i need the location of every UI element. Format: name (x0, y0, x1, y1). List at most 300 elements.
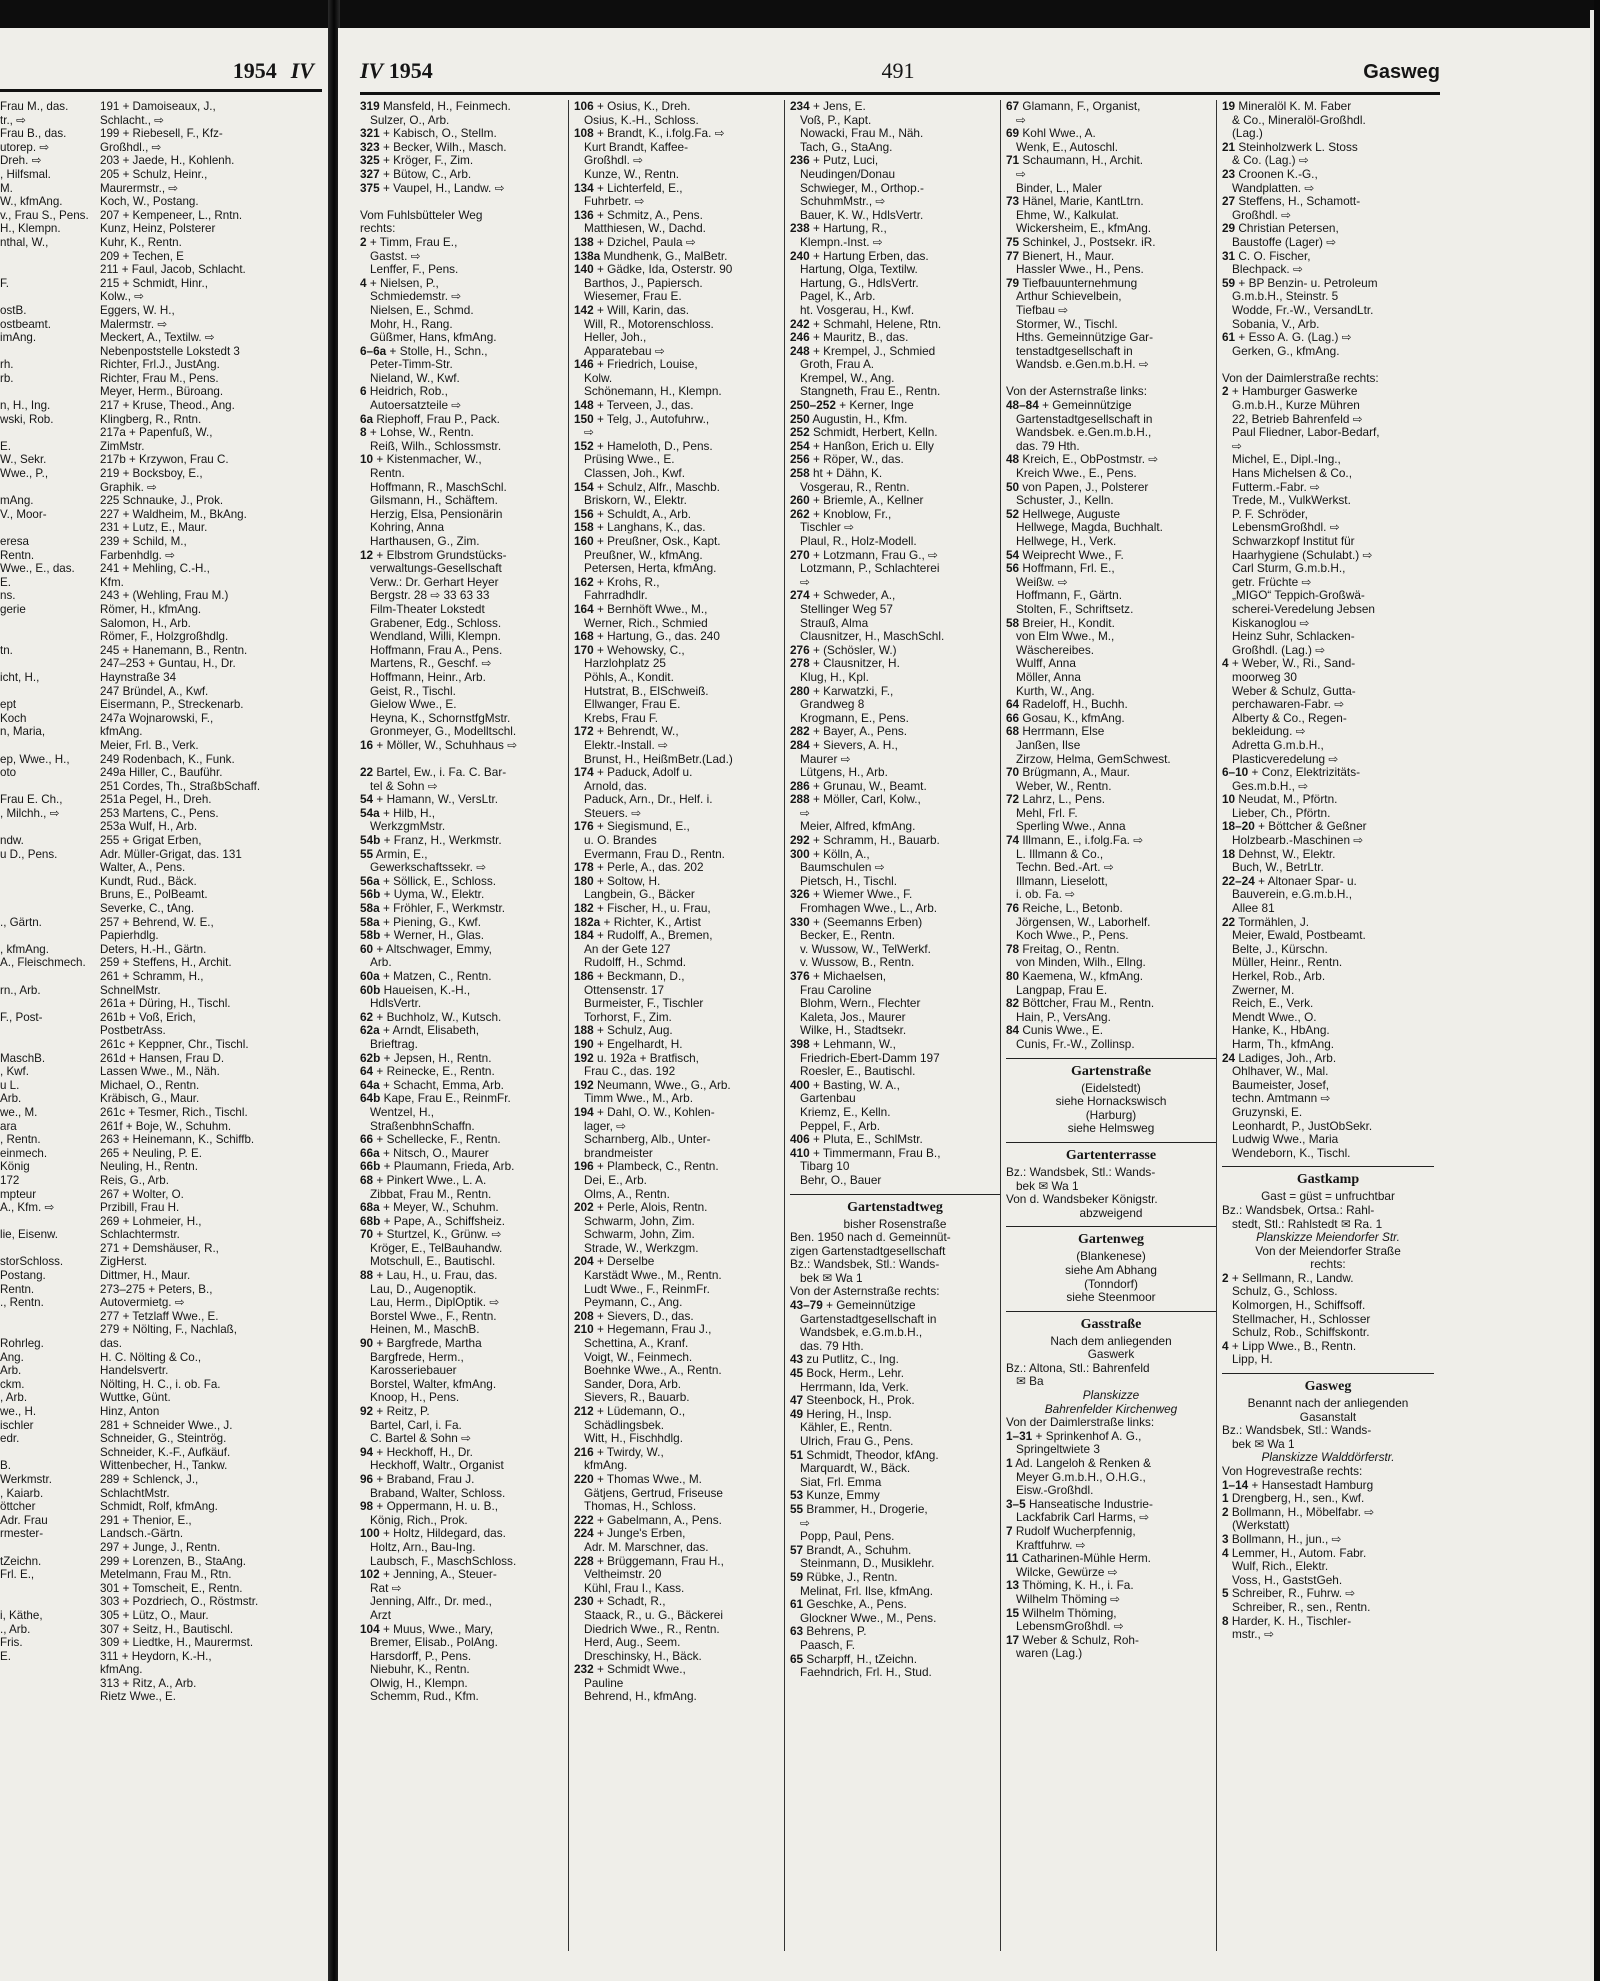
directory-entry: Jörgensen, W., Laborhelf. (1016, 915, 1151, 929)
directory-entry: tenstadtgesellschaft in (1016, 344, 1133, 358)
entry-fragment: ., Rentn. (0, 1296, 44, 1310)
directory-entry: 58b + Werner, H., Glas. (360, 929, 485, 943)
directory-entry: Pietsch, H., Tischl. (800, 874, 898, 888)
directory-entry (0, 494, 320, 508)
entry-fragment: Arb. (0, 1092, 22, 1106)
directory-entry: Hellwege, Magda, Buchhalt. (1016, 521, 1163, 535)
house-number: 278 (790, 657, 810, 671)
directory-entry: Güßmer, Hans, kfmAng. (370, 331, 497, 345)
directory-entry: Bz.: Wandsbek, Stl.: Wands- (1006, 1165, 1156, 1179)
directory-entry: 4 + Weber, W., Ri., Sand- (1222, 657, 1356, 671)
house-number: 90 (360, 1337, 374, 1351)
directory-entry: 254 + Hanßon, Erich u. Elly (790, 439, 934, 453)
directory-entry (0, 997, 320, 1011)
house-number: 69 (1006, 127, 1020, 141)
entry-fragment: Rentn. (0, 1282, 35, 1296)
directory-entry (0, 888, 320, 902)
directory-entry: 71 Schaumann, H., Archit. (1006, 154, 1144, 168)
entry-text: Römer, F., Holzgroßhdlg. (100, 630, 229, 644)
directory-entry: 59 Rübke, J., Rentn. (790, 1570, 898, 1584)
directory-entry: Barthos, J., Papiersch. (584, 276, 703, 290)
directory-entry (0, 100, 320, 114)
directory-entry: Wendeborn, K., Tischl. (1232, 1146, 1351, 1160)
directory-entry: 66 Gosau, K., kfmAng. (1006, 711, 1125, 725)
directory-entry: Wäschereibes. (1016, 643, 1095, 657)
directory-entry: 7 Rudolf Wucherpfennig, (1006, 1525, 1136, 1538)
entry-fragment: gerie (0, 602, 26, 616)
directory-entry: Pagel, K., Arb. (800, 290, 876, 304)
entry-fragment: Rentn. (0, 548, 35, 562)
house-number: 242 (790, 317, 810, 331)
directory-entry: Alberty & Co., Regen- (1232, 711, 1347, 725)
house-number: 47 (790, 1394, 804, 1408)
directory-entry: ⇨ (1232, 439, 1242, 453)
directory-entry: Cunis, Fr.-W., Zollinsp. (1016, 1037, 1135, 1051)
directory-entry: 17 Weber & Schulz, Roh- (1006, 1633, 1139, 1647)
directory-entry: Adretta G.m.b.H., (1232, 738, 1324, 752)
entry-text: Klingberg, R., Rntn. (100, 412, 202, 426)
street-note: Benannt nach der anliegenden (1247, 1397, 1409, 1411)
directory-entry (0, 725, 320, 739)
directory-entry: Arb. (370, 956, 392, 970)
entry-fragment: , Kaiarb. (0, 1486, 44, 1500)
entry-text: 257 + Behrend, W. E., (100, 915, 214, 929)
house-number: 68b (360, 1214, 381, 1228)
house-number: 64 (1006, 698, 1020, 712)
directory-entry: 51 Schmidt, Theodor, kfAng. (790, 1448, 939, 1462)
directory-entry: Tibarg 10 (800, 1160, 850, 1174)
directory-entry: 53 Kunze, Emmy (790, 1489, 880, 1503)
entry-text: Schlacht., ⇨ (100, 113, 164, 127)
directory-entry: Bz.: Wandsbek, Stl.: Wands- (1222, 1424, 1372, 1438)
house-number: 84 (1006, 1024, 1020, 1038)
entry-text: 269 + Lohmeier, H., (100, 1214, 202, 1228)
directory-entry: Bz.: Wandsbek, Stl.: Wands- (790, 1258, 940, 1272)
directory-entry: Kiskanoglou ⇨ (1232, 616, 1310, 630)
entry-text: ZimMstr. (100, 439, 145, 453)
entry-text: 305 + Lütz, O., Maur. (100, 1608, 209, 1622)
directory-entry: 60b Haueisen, K.-H., (360, 983, 471, 997)
directory-entry: getr. Früchte ⇨ (1232, 575, 1312, 589)
entry-text: 273–275 + Peters, B., (100, 1282, 213, 1296)
directory-entry: 55 Brammer, H., Drogerie, (790, 1502, 928, 1516)
entry-text: 261 + Schramm, H., (100, 970, 204, 983)
entry-text: 289 + Schlenck, J., (100, 1472, 199, 1486)
directory-entry: 77 Bienert, H., Maur. (1006, 249, 1115, 263)
directory-entry: Holtz, Arn., Bau-Ing. (370, 1540, 476, 1554)
directory-entry: Wilke, H., Stadtsekr. (800, 1024, 907, 1038)
directory-entry: Bergstr. 28 ⇨ 33 63 33 (370, 589, 490, 603)
directory-entry: Matthiesen, W., Dachd. (584, 222, 706, 236)
directory-entry (0, 943, 320, 957)
street-name-heading: Gasstraße (1006, 1311, 1216, 1333)
house-number: 18 (1222, 847, 1236, 861)
directory-entry: 18 Dehnst, W., Elektr. (1222, 847, 1336, 861)
directory-entry: Schwieger, M., Orthop.- (800, 181, 924, 195)
street-note: bisher Rosenstraße (843, 1217, 947, 1231)
house-number: 192 (574, 1078, 594, 1092)
directory-entry: Wickersheim, E., kfmAng. (1016, 222, 1152, 236)
directory-entry: Rentn. (370, 467, 405, 481)
street-note: Von der Meiendorfer Straße (1255, 1244, 1401, 1258)
directory-entry: 150 + Telg, J., Autofuhrw., (574, 412, 710, 426)
directory-entry: Veltheimstr. 20 (584, 1568, 662, 1582)
directory-entry: Ges.m.b.H., ⇨ (1232, 779, 1309, 793)
directory-entry: 8 Harder, K. H., Tischler- (1222, 1614, 1352, 1628)
directory-entry: Großhdl. (Lag.) ⇨ (1232, 643, 1326, 657)
directory-entry (0, 222, 320, 236)
entry-text: Adr. Müller-Grigat, das. 131 (100, 847, 242, 861)
directory-entry: lager, ⇨ (584, 1119, 627, 1133)
directory-entry: kfmAng. (584, 1459, 628, 1473)
directory-entry: Tischler ⇨ (800, 521, 855, 535)
entry-text: 263 + Heinemann, K., Schiffb. (100, 1133, 255, 1147)
house-number: 4 (1222, 1546, 1229, 1560)
entry-fragment: u D., Pens. (0, 847, 58, 861)
house-number: 146 (574, 358, 594, 372)
directory-entry (0, 413, 320, 427)
entry-text: 255 + Grigat Erben, (100, 834, 202, 848)
directory-entry: Kreich Wwe., E., Pens. (1016, 467, 1137, 481)
directory-entry: 64a + Schacht, Emma, Arb. (360, 1078, 504, 1092)
directory-entry: Kunze, W., Rentn. (584, 167, 680, 181)
directory-entry (0, 1065, 320, 1079)
directory-entry: 184 + Rudolff, A., Bremen, (574, 929, 713, 943)
directory-entry: 22, Betrieb Bahrenfeld ⇨ (1232, 412, 1363, 426)
directory-entry: 4 + Nielsen, P., (360, 276, 439, 290)
directory-entry: von Elm Wwe., M., (1016, 630, 1115, 644)
directory-entry: Wilcke, Gewürze ⇨ (1016, 1565, 1118, 1579)
entry-text: kfmAng. (100, 1663, 143, 1677)
entry-text: Farbenhdlg. ⇨ (100, 548, 175, 562)
directory-entry: techn. Amtmann ⇨ (1232, 1092, 1331, 1106)
directory-entry: 78 Freitag, O., Rentn. (1006, 942, 1120, 956)
entry-fragment: Wwe., P., (0, 467, 49, 481)
directory-entry (0, 576, 320, 590)
directory-entry: Schuster, J., Kelln. (1016, 494, 1114, 508)
entry-fragment: ndw. (0, 834, 24, 848)
directory-entry (0, 1038, 320, 1052)
house-number: 178 (574, 861, 594, 875)
house-number: 45 (790, 1367, 804, 1381)
entry-fragment: MaschB. (0, 1051, 46, 1065)
directory-entry: 274 + Schweder, A., (790, 589, 896, 603)
entry-text: 215 + Schmidt, Hinr., (100, 276, 208, 290)
directory-entry: Plasticveredelung ⇨ (1232, 752, 1339, 766)
directory-entry: P. F. Schröder, (1232, 507, 1308, 521)
entry-fragment: W., kfmAng. (0, 195, 63, 209)
directory-entry: Lütgens, H., Arb. (800, 766, 888, 780)
directory-entry: Ellwanger, Frau E. (584, 698, 681, 712)
directory-entry: Wulff, Anna (1016, 657, 1076, 671)
entry-text: Deters, H.-H., Gärtn. (100, 942, 207, 956)
directory-entry: Stolten, F., Schriftsetz. (1016, 602, 1134, 616)
directory-entry (0, 508, 320, 522)
directory-entry (0, 1079, 320, 1093)
directory-entry (0, 1609, 320, 1623)
entry-text: Meier, Frl. B., Verk. (100, 738, 199, 752)
directory-entry: Janßen, Ilse (1016, 738, 1081, 752)
house-number: 70 (1006, 766, 1020, 780)
house-number: 75 (1006, 235, 1020, 249)
directory-entry: 260 + Briemle, A., Kellner (790, 494, 924, 508)
directory-entry: 60a + Matzen, C., Rentn. (360, 970, 492, 983)
directory-entry: 242 + Schmahl, Helene, Rtn. (790, 317, 942, 331)
directory-entry: Herrmann, Ida, Verk. (800, 1380, 909, 1394)
directory-entry: Thomas, H., Schloss. (584, 1500, 697, 1514)
entry-text: 217 + Kruse, Theod., Ang. (100, 399, 235, 413)
directory-entry: Schädlingsbek. (584, 1418, 665, 1432)
directory-entry: Roesler, E., Bautischl. (800, 1065, 916, 1079)
directory-entry: 21 Steinholzwerk L. Stoss (1222, 140, 1358, 154)
directory-entry: Langbein, G., Bäcker (584, 888, 695, 902)
entry-fragment: B. (0, 1459, 11, 1473)
directory-entry: Gartenbau (800, 1092, 856, 1106)
house-number: 49 (790, 1407, 804, 1421)
entry-fragment: ., Gärtn. (0, 915, 42, 929)
directory-entry: Maurer ⇨ (800, 752, 851, 766)
directory-entry (0, 1677, 320, 1691)
directory-entry: Kurth, W., Ang. (1016, 684, 1095, 698)
entry-fragment: W., Sekr. (0, 453, 47, 467)
entry-text: 271 + Demshäuser, R., (100, 1241, 219, 1255)
directory-entry: Lackfabrik Carl Harms, ⇨ (1016, 1511, 1150, 1525)
directory-entry: Motschull, E., Bautischl. (370, 1255, 496, 1269)
house-number: 248 (790, 344, 810, 358)
entry-fragment: Rohrleg. (0, 1337, 44, 1351)
directory-entry: Behr, O., Bauer (800, 1173, 882, 1187)
directory-entry: 19 Mineralöl K. M. Faber (1222, 100, 1352, 113)
directory-entry: Schmiedemstr. ⇨ (370, 290, 462, 304)
directory-entry: Siat, Frl. Emma (800, 1475, 882, 1489)
directory-entry: Reich, E., Verk. (1232, 997, 1314, 1011)
entry-text: Lassen Wwe., M., Näh. (100, 1065, 220, 1079)
entry-fragment: tr., ⇨ (0, 113, 26, 127)
entry-text: 253a Wulf, H., Arb. (100, 820, 198, 834)
house-number: 184 (574, 929, 594, 943)
directory-entry: Torhorst, F., Zim. (584, 1010, 672, 1024)
directory-entry: Petersen, Herta, kfmAng. (584, 562, 717, 576)
directory-entry: 62a + Arndt, Elisabeth, (360, 1024, 480, 1038)
right-running-header (360, 58, 1440, 95)
entry-fragment: we., H. (0, 1405, 37, 1418)
directory-entry: Nieland, W., Kwf. (370, 371, 460, 385)
house-number: 54a (360, 806, 380, 820)
directory-entry: Fromhagen Wwe., L., Arb. (800, 902, 938, 916)
house-number: 22 (360, 766, 374, 780)
entry-text: Reis, G., Arb. (100, 1173, 169, 1187)
directory-entry: Bz.: Altona, Stl.: Bahrenfeld (1006, 1361, 1150, 1375)
entry-fragment: edr. (0, 1432, 20, 1446)
directory-entry: Bartel, Carl, i. Fa. (370, 1418, 462, 1432)
directory-entry: 102 + Jenning, A., Steuer- (360, 1568, 497, 1582)
entry-text: 261a + Düring, H., Tischl. (100, 997, 231, 1011)
directory-entry: 56 Hoffmann, Frl. E., (1006, 562, 1115, 576)
directory-entry: Springeltwiete 3 (1016, 1443, 1100, 1457)
directory-entry: Strade, W., Werkzgm. (584, 1241, 699, 1255)
directory-entry (0, 1527, 320, 1541)
entry-text: 203 + Jaede, H., Kohlenh. (100, 154, 235, 168)
directory-entry: 190 + Engelhardt, H. (574, 1037, 683, 1051)
directory-entry: 68 Herrmann, Else (1006, 725, 1105, 739)
directory-entry: rechts: (360, 222, 396, 236)
directory-entry: Harm, Th., kfmAng. (1232, 1037, 1335, 1051)
house-number: 22–24 (1222, 874, 1255, 888)
entry-text: Kunz, Heinz, Polsterer (100, 222, 216, 236)
directory-entry: 234 + Jens, E. (790, 100, 866, 113)
directory-entry: 258 ht + Dähn, K. (790, 467, 883, 481)
entry-text: 281 + Schneider Wwe., J. (100, 1418, 233, 1432)
directory-entry: 230 + Schadt, R., (574, 1595, 666, 1609)
street-name-heading: Gasweg (1222, 1373, 1434, 1395)
directory-entry (0, 644, 320, 658)
house-number: 284 (790, 738, 810, 752)
directory-entry: Carl Sturm, G.m.b.H., (1232, 562, 1346, 576)
directory-entry: Schulz, Rob., Schiffskontr. (1232, 1326, 1370, 1340)
house-number: 66 (360, 1133, 374, 1147)
directory-entry: Meier, Alfred, kfmAng. (800, 820, 916, 834)
entry-text: 261b + Voß, Erich, (100, 1010, 196, 1024)
directory-entry (0, 1215, 320, 1229)
entry-text: 265 + Neuling, P. E. (100, 1146, 202, 1160)
entry-fragment: , Milchh., ⇨ (0, 806, 60, 820)
entry-fragment: lie, Eisenw. (0, 1228, 58, 1242)
directory-entry: 23 Croonen K.-G., (1222, 167, 1318, 181)
house-number: 222 (574, 1513, 594, 1527)
directory-entry: Harthausen, G., Zim. (370, 535, 480, 548)
directory-entry: Sulzer, O., Arb. (370, 113, 450, 127)
directory-entry: Autoersatzteile ⇨ (370, 399, 462, 413)
directory-entry: 398 + Lehmann, W., (790, 1037, 896, 1051)
house-number: 280 (790, 684, 810, 698)
entry-text: Handelsvertr. (100, 1364, 169, 1378)
entry-fragment: öttcher (0, 1500, 36, 1514)
house-number: 68 (1006, 725, 1020, 739)
directory-entry: Stellmacher, H., Schlosser (1232, 1312, 1371, 1326)
directory-entry (0, 956, 320, 970)
entry-text: Nölting, H. C., i. ob. Fa. (100, 1377, 221, 1391)
directory-entry: Buch, W., BetrLtr. (1232, 861, 1324, 875)
directory-entry: Baumeister, Josef, (1232, 1078, 1330, 1092)
house-number: 48 (1006, 453, 1020, 467)
directory-entry: ht. Vosgerau, H., Kwf. (800, 303, 915, 317)
directory-entry: Wodde, Fr.-W., VersandLtr. (1232, 303, 1374, 317)
directory-entry: mstr., ⇨ (1232, 1628, 1274, 1642)
directory-entry: Kaleta, Jos., Maurer (800, 1010, 906, 1024)
column-rule (568, 100, 569, 1951)
directory-entry: Ohlhaver, W., Mal. (1232, 1065, 1329, 1079)
directory-entry (0, 1269, 320, 1283)
directory-entry: 158 + Langhans, K., das. (574, 521, 706, 535)
directory-entry (0, 535, 320, 549)
entry-fragment: utorep. ⇨ (0, 140, 50, 154)
directory-entry: Becker, E., Rentn. (800, 929, 896, 943)
directory-entry: Sander, Dora, Arb. (584, 1377, 682, 1391)
entry-text: 301 + Tomscheit, E., Rentn. (100, 1581, 243, 1595)
entry-fragment: , kfmAng. (0, 942, 49, 956)
directory-entry: Gewerkschaftssekr. ⇨ (370, 861, 487, 875)
entry-fragment: F., Post- (0, 1010, 43, 1024)
directory-entry: Futterm.-Fabr. ⇨ (1232, 480, 1320, 494)
directory-entry: Hoffmann, F., Gärtn. (1016, 589, 1122, 603)
directory-entry: Gerken, G., kfmAng. (1232, 344, 1340, 358)
house-number: 238 (790, 222, 810, 236)
directory-entry: 262 + Knoblow, Fr., (790, 507, 892, 521)
directory-entry: 252 Schmidt, Herbert, Kelln. (790, 426, 938, 440)
directory-entry: 84 Cunis Wwe., E. (1006, 1024, 1104, 1038)
house-number: 61 (790, 1598, 804, 1612)
directory-entry: Karosseriebauer (370, 1364, 457, 1378)
entry-fragment: Arb. (0, 1364, 22, 1378)
directory-entry: Sperling Wwe., Anna (1016, 820, 1126, 834)
directory-entry: Hths. Gemeinnützige Gar- (1016, 331, 1154, 345)
street-note: rechts: (1310, 1258, 1346, 1272)
entry-text: 247–253 + Guntau, H., Dr. (100, 657, 236, 671)
entry-text: Malermstr. ⇨ (100, 317, 168, 331)
directory-entry: Blechpack. ⇨ (1232, 263, 1303, 277)
directory-entry: Kriemz, E., Kelln. (800, 1105, 891, 1119)
directory-entry: Borstel, Walter, kfmAng. (370, 1377, 497, 1391)
directory-entry: 406 + Pluta, E., SchlMstr. (790, 1133, 923, 1147)
directory-entry: L. Illmann & Co., (1016, 847, 1104, 861)
directory-entry: 202 + Perle, Alois, Rentn. (574, 1201, 708, 1215)
entry-text: PostbetrAss. (100, 1024, 166, 1038)
directory-entry: Kröger, E., TelBauhandw. (370, 1241, 503, 1255)
directory-entry: Paul Fliedner, Labor-Bedarf, (1232, 426, 1380, 440)
house-number: 5 (1222, 1587, 1229, 1601)
street-name-heading: Gastkamp (1222, 1166, 1434, 1188)
street-note: abzweigend (1079, 1206, 1143, 1220)
directory-entry: Schwarm, John, Zim. (584, 1228, 695, 1242)
directory-entry: 100 + Holtz, Hildegard, das. (360, 1527, 506, 1541)
directory-entry: ⇨ (584, 426, 594, 440)
directory-entry: Herzig, Elsa, Pensionärin (370, 507, 503, 521)
house-number: 19 (1222, 100, 1236, 113)
house-number: 66 (1006, 711, 1020, 725)
directory-entry: Bremer, Elisab., PolAng. (370, 1636, 498, 1650)
entry-text: 311 + Heydorn, K.-H., (100, 1649, 212, 1663)
directory-entry: Wandsbek. e.Gen.m.b.H., (1016, 426, 1152, 440)
directory-entry: Mendt Wwe., O. (1232, 1010, 1317, 1024)
entry-text: Meckert, A., Textilw. ⇨ (100, 331, 215, 345)
directory-entry: Von der Asternstraße rechts: (790, 1285, 940, 1299)
entry-fragment: Frau E. Ch., (0, 793, 63, 807)
directory-entry: Will, R., Motorenschloss. (584, 317, 714, 331)
directory-entry (0, 1011, 320, 1025)
house-number: 276 (790, 643, 810, 657)
directory-entry: 10 Neudat, M., Pförtn. (1222, 793, 1338, 807)
entry-text: 249 Rodenbach, K., Funk. (100, 752, 235, 766)
directory-entry: Heller, Joh., (584, 331, 647, 345)
entry-text: 261c + Tesmer, Rich., Tischl. (100, 1105, 248, 1119)
house-number: 31 (1222, 249, 1236, 263)
directory-entry: Apparatebau ⇨ (584, 344, 665, 358)
entry-text: Michael, O., Rentn. (100, 1078, 200, 1092)
directory-entry (0, 1242, 320, 1256)
entry-text: 239 + Schild, M., (100, 535, 187, 548)
left-header-volume: IV (290, 58, 314, 83)
house-number: 71 (1006, 154, 1020, 168)
house-number: 2 (1222, 1505, 1229, 1519)
directory-entry: 106 + Osius, K., Dreh. (574, 100, 691, 113)
directory-entry: Baustoffe (Lager) ⇨ (1232, 235, 1337, 249)
directory-entry: 66a + Nitsch, O., Maurer (360, 1146, 489, 1160)
directory-entry: 280 + Karwatzki, F., (790, 684, 894, 698)
house-number: 4 (1222, 657, 1229, 671)
directory-entry (0, 861, 320, 875)
entry-text: Kuhr, K., Rentn. (100, 235, 182, 249)
directory-entry: Michel, E., Dipl.-Ing., (1232, 453, 1341, 467)
